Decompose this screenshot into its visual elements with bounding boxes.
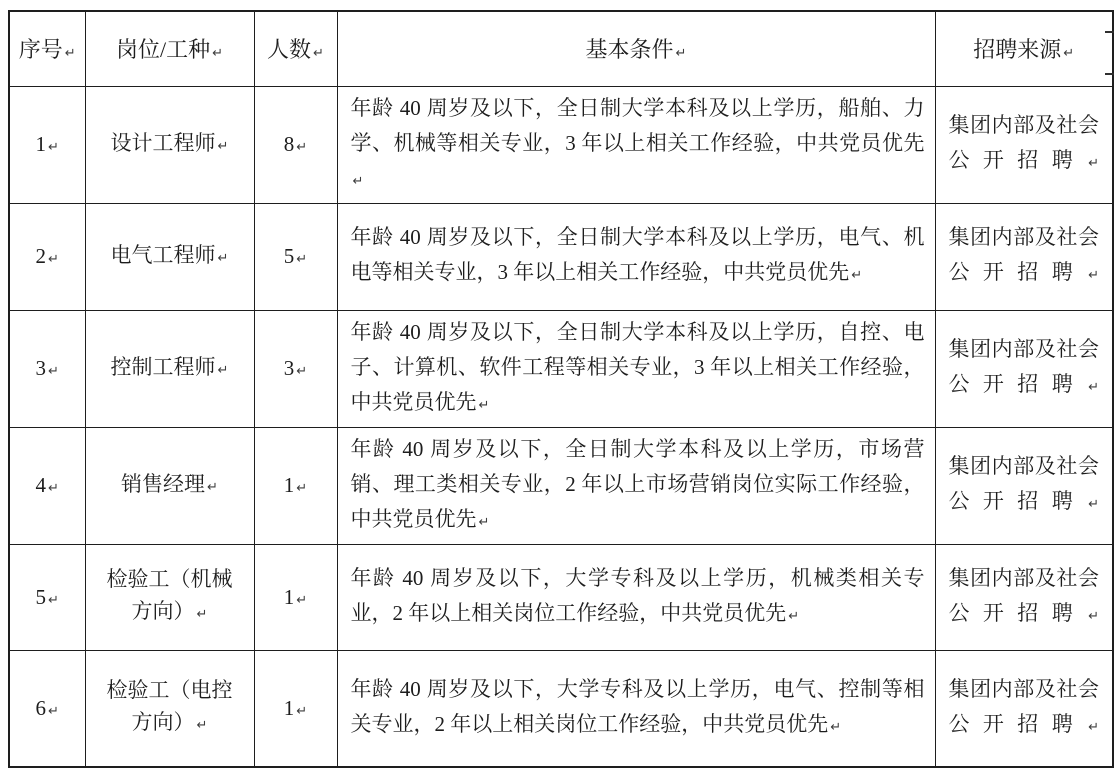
cell-position[interactable] (85, 427, 254, 544)
paragraph-mark-icon: ↵ (207, 479, 218, 495)
cell-source[interactable] (935, 650, 1113, 767)
row-count: 8 (283, 132, 295, 156)
cell-no[interactable] (9, 544, 85, 650)
row-no: 4 (35, 473, 47, 497)
paragraph-mark-icon: ↵ (1088, 497, 1099, 512)
header-source[interactable] (935, 11, 1113, 86)
row-conditions: 年龄 40 周岁及以下，全日制大学本科及以上学历，市场营销、理工类相关专业，2 年以上市场营销岗位实际工作经验，中共党员优先 (350, 436, 925, 531)
cell-position[interactable] (85, 650, 254, 767)
paragraph-mark-icon: ↵ (48, 364, 59, 379)
cell-source[interactable] (935, 203, 1113, 310)
table-row (9, 544, 1113, 650)
row-no: 2 (35, 244, 47, 268)
row-no: 1 (35, 132, 47, 156)
row-position: 销售经理 (121, 471, 206, 496)
cell-no[interactable] (9, 310, 85, 427)
table-row (9, 310, 1113, 427)
header-row (9, 11, 1113, 86)
paragraph-mark-icon: ↵ (212, 46, 224, 62)
cell-count[interactable] (254, 203, 337, 310)
paragraph-mark-icon: ↵ (64, 46, 76, 62)
row-position: 检验工（机械方向） (106, 567, 233, 623)
row-source: 集团内部及社会公开招聘 (948, 225, 1099, 284)
table-header (9, 11, 1113, 86)
table-row (9, 650, 1113, 767)
cell-position[interactable] (85, 310, 254, 427)
paragraph-mark-icon: ↵ (196, 607, 208, 622)
header-count-label: 人数 (267, 37, 312, 63)
row-count: 1 (283, 473, 295, 497)
cell-position[interactable] (85, 86, 254, 203)
cell-conditions[interactable] (337, 203, 935, 310)
cell-count[interactable] (254, 650, 337, 767)
scan-artifact-tick (1105, 31, 1114, 33)
paragraph-mark-icon: ↵ (851, 268, 863, 283)
paragraph-mark-icon: ↵ (1063, 46, 1075, 62)
paragraph-mark-icon: ↵ (1088, 608, 1099, 624)
row-position: 控制工程师 (110, 354, 216, 379)
row-position: 设计工程师 (110, 130, 216, 155)
cell-source[interactable] (935, 427, 1113, 544)
paragraph-mark-icon: ↵ (217, 362, 229, 378)
cell-conditions[interactable] (337, 650, 935, 767)
paragraph-mark-icon: ↵ (296, 364, 308, 379)
row-source: 集团内部及社会公开招聘 (948, 113, 1099, 172)
row-count: 1 (283, 584, 295, 609)
row-count: 5 (283, 244, 295, 268)
cell-position[interactable] (85, 544, 254, 650)
paragraph-mark-icon: ↵ (48, 481, 59, 496)
cell-count[interactable] (254, 310, 337, 427)
paragraph-mark-icon: ↵ (296, 703, 308, 719)
paragraph-mark-icon: ↵ (48, 592, 59, 608)
paragraph-mark-icon: ↵ (296, 252, 308, 267)
row-conditions: 年龄 40 周岁及以下，全日制大学本科及以上学历，自控、电子、计算机、软件工程等相关专业，3 年以上相关工作经验，中共党员优先 (350, 319, 925, 414)
header-source-label: 招聘来源 (973, 37, 1062, 63)
cell-conditions[interactable] (337, 544, 935, 650)
paragraph-mark-icon: ↵ (478, 397, 490, 413)
cell-source[interactable] (935, 310, 1113, 427)
paragraph-mark-icon: ↵ (48, 252, 59, 267)
row-conditions: 年龄 40 周岁及以下，全日制大学本科及以上学历，电气、机电等相关专业，3 年以上相关工作经验，中共党员优先 (350, 225, 925, 284)
paragraph-mark-icon: ↵ (675, 46, 687, 62)
cell-count[interactable] (254, 86, 337, 203)
paragraph-mark-icon: ↵ (352, 173, 364, 189)
paragraph-mark-icon: ↵ (217, 138, 229, 154)
table-row (9, 203, 1113, 310)
cell-conditions[interactable] (337, 427, 935, 544)
scan-artifact-tick (1105, 73, 1114, 75)
row-no: 5 (35, 584, 47, 609)
row-count: 3 (283, 356, 295, 380)
header-position-label: 岗位/工种 (115, 37, 211, 63)
row-position: 电气工程师 (110, 242, 216, 267)
row-source: 集团内部及社会公开招聘 (948, 676, 1099, 736)
header-conditions-label: 基本条件 (585, 37, 674, 63)
header-conditions[interactable] (337, 11, 935, 86)
paragraph-mark-icon: ↵ (1088, 268, 1099, 283)
header-position[interactable] (85, 11, 254, 86)
cell-position[interactable] (85, 203, 254, 310)
cell-conditions[interactable] (337, 86, 935, 203)
paragraph-mark-icon: ↵ (48, 140, 59, 155)
cell-source[interactable] (935, 86, 1113, 203)
paragraph-mark-icon: ↵ (1088, 156, 1099, 171)
paragraph-mark-icon: ↵ (296, 592, 308, 608)
table-row (9, 86, 1113, 203)
paragraph-mark-icon: ↵ (296, 140, 308, 155)
paragraph-mark-icon: ↵ (830, 719, 842, 735)
row-no: 3 (35, 356, 47, 380)
row-source: 集团内部及社会公开招聘 (948, 454, 1099, 513)
cell-no[interactable] (9, 427, 85, 544)
paragraph-mark-icon: ↵ (478, 514, 490, 530)
paragraph-mark-icon: ↵ (1088, 380, 1099, 395)
table-row (9, 427, 1113, 544)
header-no-label: 序号 (18, 37, 63, 63)
recruitment-table (8, 10, 1114, 768)
row-source: 集团内部及社会公开招聘 (948, 337, 1099, 396)
paragraph-mark-icon: ↵ (196, 718, 208, 734)
row-source: 集团内部及社会公开招聘 (948, 565, 1099, 625)
row-conditions: 年龄 40 周岁及以下，大学专科及以上学历，电气、控制等相关专业，2 年以上相关岗位工作经验，中共党员优先 (350, 676, 925, 736)
row-no: 6 (35, 695, 47, 720)
cell-source[interactable] (935, 544, 1113, 650)
paragraph-mark-icon: ↵ (217, 250, 229, 266)
row-conditions: 年龄 40 周岁及以下，全日制大学本科及以上学历，船舶、力学、机械等相关专业，3 年以上相关工作经验，中共党员优先 (350, 95, 925, 155)
cell-no[interactable] (9, 86, 85, 203)
cell-conditions[interactable] (337, 310, 935, 427)
cell-count[interactable] (254, 427, 337, 544)
paragraph-mark-icon: ↵ (296, 481, 308, 496)
paragraph-mark-icon: ↵ (1088, 719, 1099, 735)
row-count: 1 (283, 695, 295, 720)
cell-no[interactable] (9, 650, 85, 767)
row-conditions: 年龄 40 周岁及以下，大学专科及以上学历，机械类相关专业，2 年以上相关岗位工作经验，中共党员优先 (350, 565, 925, 625)
header-count[interactable] (254, 11, 337, 86)
table-body (9, 86, 1113, 767)
cell-no[interactable] (9, 203, 85, 310)
row-position: 检验工（电控方向） (106, 678, 233, 735)
paragraph-mark-icon: ↵ (788, 608, 800, 624)
paragraph-mark-icon: ↵ (313, 46, 324, 62)
paragraph-mark-icon: ↵ (48, 703, 59, 719)
cell-count[interactable] (254, 544, 337, 650)
header-no[interactable] (9, 11, 85, 86)
